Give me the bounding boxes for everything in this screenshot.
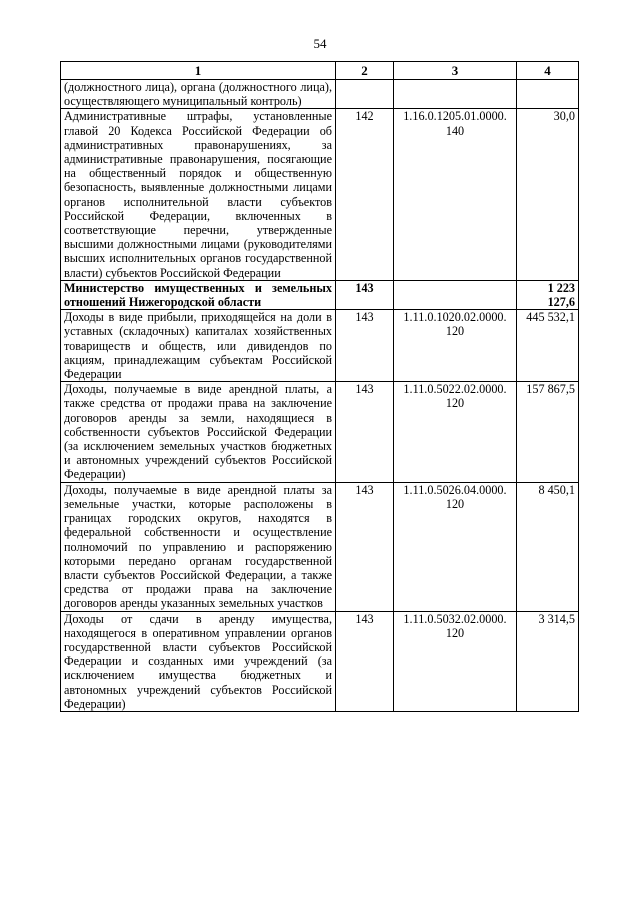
admin-code-cell	[336, 80, 394, 109]
revenue-name-cell: Доходы от сдачи в аренду имущества, находящегося в оперативном управлении органов государственной власти субъектов Российской Федерации и созданных ими учреждений (за исключением имущества бюджетных и автономных учреждений субъектов Российской Федерации)	[61, 611, 336, 711]
classification-code-cell: 1.11.0.5026.04.0000. 120	[394, 482, 517, 611]
admin-code-cell: 142	[336, 109, 394, 280]
amount-cell	[517, 80, 579, 109]
revenue-name-cell: Административные штрафы, установленные главой 20 Кодекса Российской Федерации об административных правонарушениях, за административные правонарушения, посягающие на общественный порядок и общественную безопасность, выявленные должностными лицами органов исполнительной власти субъектов Российской Федерации, включенных в соответствующие перечни, утвержденные высшими должностными лицами (руководителями высших исполнительных органов государственной власти) субъектов Российской Федерации	[61, 109, 336, 280]
column-header-1: 1	[61, 62, 336, 80]
classification-code-cell: 1.16.0.1205.01.0000. 140	[394, 109, 517, 280]
classification-code-cell	[394, 280, 517, 309]
column-header-3: 3	[394, 62, 517, 80]
admin-code-cell: 143	[336, 482, 394, 611]
admin-code-cell: 143	[336, 310, 394, 382]
ministry-total-cell: 1 223 127,6	[517, 280, 579, 309]
table-header-row	[61, 62, 579, 80]
revenue-name-cell: (должностного лица), органа (должностного лица), осуществляющего муниципальный контроль)	[61, 80, 336, 109]
table-row	[61, 109, 579, 280]
amount-cell: 8 450,1	[517, 482, 579, 611]
table-row	[61, 611, 579, 711]
classification-code-cell	[394, 80, 517, 109]
amount-cell: 3 314,5	[517, 611, 579, 711]
amount-cell: 445 532,1	[517, 310, 579, 382]
table-row	[61, 482, 579, 611]
amount-cell: 157 867,5	[517, 382, 579, 482]
classification-code-cell: 1.11.0.1020.02.0000. 120	[394, 310, 517, 382]
table-row	[61, 310, 579, 382]
revenue-name-cell: Доходы в виде прибыли, приходящейся на доли в уставных (складочных) капиталах хозяйственных товариществ и обществ, или дивидендов по акциям, принадлежащим субъектам Российской Федерации	[61, 310, 336, 382]
page-number: 54	[313, 36, 327, 51]
column-header-4: 4	[517, 62, 579, 80]
ministry-row	[61, 280, 579, 309]
table-row	[61, 80, 579, 109]
amount-cell: 30,0	[517, 109, 579, 280]
revenue-name-cell: Доходы, получаемые в виде арендной платы за земельные участки, которые расположены в границах городских округов, находятся в федеральной собственности и осуществление полномочий по управлению и распоряжению которыми передано органам государственной власти субъектов Российской Федерации, а также средства от продажи права на заключение договоров аренды указанных земельных участков	[61, 482, 336, 611]
revenue-name-cell: Доходы, получаемые в виде арендной платы, а также средства от продажи права на заключение договоров аренды за земли, находящиеся в собственности субъектов Российской Федерации (за исключением земельных участков бюджетных и автономных учреждений субъектов Российской Федерации)	[61, 382, 336, 482]
admin-code-cell: 143	[336, 280, 394, 309]
table-row	[61, 382, 579, 482]
budget-revenue-table	[60, 61, 579, 712]
admin-code-cell: 143	[336, 611, 394, 711]
ministry-name-cell: Министерство имущественных и земельных отношений Нижегородской области	[61, 280, 336, 309]
admin-code-cell: 143	[336, 382, 394, 482]
column-header-2: 2	[336, 62, 394, 80]
classification-code-cell: 1.11.0.5022.02.0000. 120	[394, 382, 517, 482]
classification-code-cell: 1.11.0.5032.02.0000. 120	[394, 611, 517, 711]
